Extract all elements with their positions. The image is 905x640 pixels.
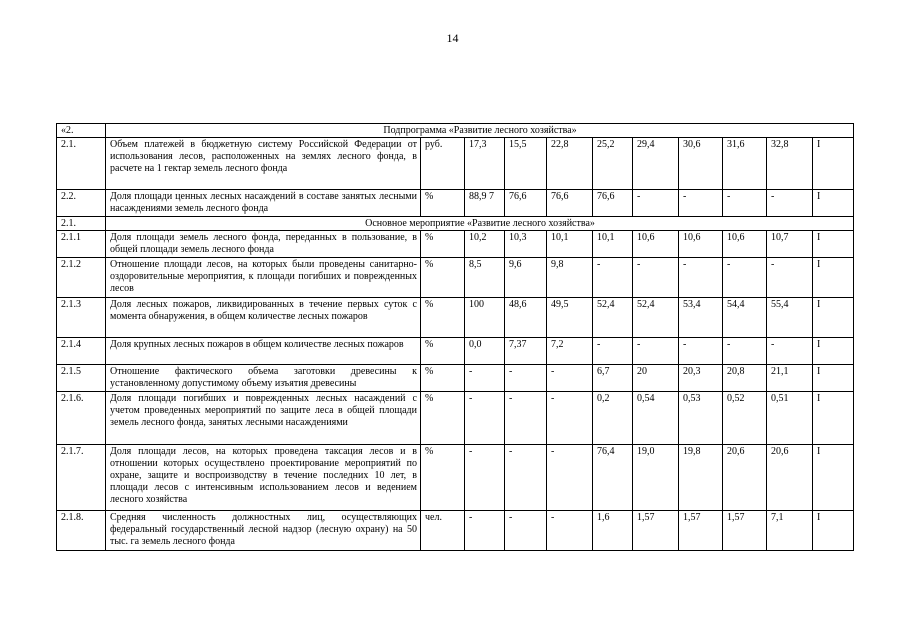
value-cell: 48,6 [505,298,547,338]
marker-cell: I [813,138,854,190]
section-row [57,217,854,231]
value-cell: - [633,338,679,365]
unit-cell: % [421,231,465,258]
value-cell: 76,6 [593,190,633,217]
value-cell: 0,0 [465,338,505,365]
value-cell: - [593,338,633,365]
value-cell: - [465,365,505,392]
value-cell: 0,2 [593,392,633,445]
value-cell: 10,3 [505,231,547,258]
row-number: 2.1.7. [57,445,106,511]
row-number: 2.1. [57,217,106,231]
unit-cell: % [421,258,465,298]
table-row [57,392,854,445]
value-cell: - [465,392,505,445]
value-cell: 1,57 [633,511,679,551]
value-cell: 76,6 [505,190,547,217]
marker-cell: I [813,511,854,551]
value-cell: 0,53 [679,392,723,445]
value-cell: 8,5 [465,258,505,298]
value-cell: 54,4 [723,298,767,338]
indicator-description: Доля лесных пожаров, ликвидированных в течение первых суток с момента обнаружения, в общем количестве лесных пожаров [106,298,421,338]
value-cell: 6,7 [593,365,633,392]
row-number: «2. [57,124,106,138]
value-cell: 52,4 [593,298,633,338]
value-cell: 20,8 [723,365,767,392]
value-cell: - [547,365,593,392]
table-row [57,365,854,392]
marker-cell: I [813,365,854,392]
indicator-description: Отношение фактического объема заготовки древесины к установленному допустимому объему изъятия древесины [106,365,421,392]
indicator-description: Доля площади лесов, на которых проведена таксация лесов и в отношении которых осуществлено проектирование мероприятий по охране, защите и воспроизводству в течение последних 10 лет, в площади лесов с интенсивным использованием лесов и ведением лесного хозяйства [106,445,421,511]
unit-cell: % [421,298,465,338]
value-cell: 1,6 [593,511,633,551]
value-cell: 10,7 [767,231,813,258]
value-cell: 19,8 [679,445,723,511]
unit-cell: % [421,392,465,445]
section-row [57,124,854,138]
unit-cell: % [421,365,465,392]
value-cell: 9,8 [547,258,593,298]
value-cell: 10,1 [593,231,633,258]
unit-cell: руб. [421,138,465,190]
indicator-description: Доля площади земель лесного фонда, переданных в пользование, в общей площади земель лесного фонда [106,231,421,258]
value-cell: 1,57 [679,511,723,551]
unit-cell: % [421,190,465,217]
unit-cell: % [421,338,465,365]
value-cell: - [547,445,593,511]
value-cell: - [723,338,767,365]
value-cell: 10,2 [465,231,505,258]
row-number: 2.1.8. [57,511,106,551]
value-cell: 76,6 [547,190,593,217]
value-cell: - [593,258,633,298]
value-cell: 9,6 [505,258,547,298]
table-row [57,445,854,511]
value-cell: - [633,190,679,217]
value-cell: - [723,190,767,217]
row-number: 2.1.4 [57,338,106,365]
value-cell: 10,1 [547,231,593,258]
value-cell: 88,9 7 [465,190,505,217]
value-cell: 100 [465,298,505,338]
value-cell: 53,4 [679,298,723,338]
section-title: Подпрограмма «Развитие лесного хозяйства» [106,124,854,138]
indicator-description: Доля площади ценных лесных насаждений в составе занятых лесными насаждениями земель лесного фонда [106,190,421,217]
marker-cell: I [813,338,854,365]
value-cell: - [505,392,547,445]
row-number: 2.1.5 [57,365,106,392]
value-cell: 7,37 [505,338,547,365]
indicator-description: Объем платежей в бюджетную систему Российской Федерации от использования лесов, расположенных на землях лесного фонда, в расчете на 1 гектар земель лесного фонда [106,138,421,190]
value-cell: 0,52 [723,392,767,445]
value-cell: 55,4 [767,298,813,338]
value-cell: 0,51 [767,392,813,445]
table-row [57,138,854,190]
row-number: 2.1.1 [57,231,106,258]
value-cell: - [505,365,547,392]
value-cell: 52,4 [633,298,679,338]
value-cell: - [767,338,813,365]
value-cell: 0,54 [633,392,679,445]
value-cell: 10,6 [633,231,679,258]
value-cell: 32,8 [767,138,813,190]
marker-cell: I [813,258,854,298]
unit-cell: % [421,445,465,511]
table-row [57,258,854,298]
unit-cell: чел. [421,511,465,551]
value-cell: 30,6 [679,138,723,190]
value-cell: 76,4 [593,445,633,511]
marker-cell: I [813,392,854,445]
value-cell: - [465,445,505,511]
value-cell: 29,4 [633,138,679,190]
indicator-description: Отношение площади лесов, на которых были проведены санитарно-оздоровительные мероприятия, к площади погибших и поврежденных лесов [106,258,421,298]
value-cell: 21,1 [767,365,813,392]
value-cell: 7,2 [547,338,593,365]
value-cell: 19,0 [633,445,679,511]
table-row [57,190,854,217]
table-body [57,124,854,551]
value-cell: 20,6 [723,445,767,511]
value-cell: - [767,258,813,298]
value-cell: - [679,258,723,298]
value-cell: - [505,511,547,551]
marker-cell: I [813,231,854,258]
value-cell: - [723,258,767,298]
value-cell: - [767,190,813,217]
row-number: 2.2. [57,190,106,217]
value-cell: 1,57 [723,511,767,551]
value-cell: 10,6 [679,231,723,258]
table-row [57,298,854,338]
value-cell: - [679,190,723,217]
value-cell: 20 [633,365,679,392]
row-number: 2.1.2 [57,258,106,298]
value-cell: 31,6 [723,138,767,190]
marker-cell: I [813,298,854,338]
value-cell: 7,1 [767,511,813,551]
table-row [57,511,854,551]
indicator-description: Средняя численность должностных лиц, осуществляющих федеральный государственный лесной надзор (лесную охрану) на 50 тыс. га земель лесного фонда [106,511,421,551]
section-title: Основное мероприятие «Развитие лесного хозяйства» [106,217,854,231]
marker-cell: I [813,445,854,511]
row-number: 2.1. [57,138,106,190]
indicator-description: Доля площади погибших и поврежденных лесных насаждений с учетом проведенных мероприятий по защите леса в общей площади земель лесного фонда, занятых лесными насаждениями [106,392,421,445]
value-cell: - [633,258,679,298]
value-cell: - [547,511,593,551]
value-cell: - [547,392,593,445]
table-row [57,231,854,258]
value-cell: - [465,511,505,551]
value-cell: 10,6 [723,231,767,258]
value-cell: 22,8 [547,138,593,190]
value-cell: 20,3 [679,365,723,392]
marker-cell: I [813,190,854,217]
value-cell: 17,3 [465,138,505,190]
value-cell: - [505,445,547,511]
value-cell: 20,6 [767,445,813,511]
page-number: 14 [446,31,459,45]
value-cell: 25,2 [593,138,633,190]
value-cell: 15,5 [505,138,547,190]
row-number: 2.1.3 [57,298,106,338]
value-cell: - [679,338,723,365]
indicator-description: Доля крупных лесных пожаров в общем количестве лесных пожаров [106,338,421,365]
indicators-table [56,123,854,551]
row-number: 2.1.6. [57,392,106,445]
value-cell: 49,5 [547,298,593,338]
table-row [57,338,854,365]
